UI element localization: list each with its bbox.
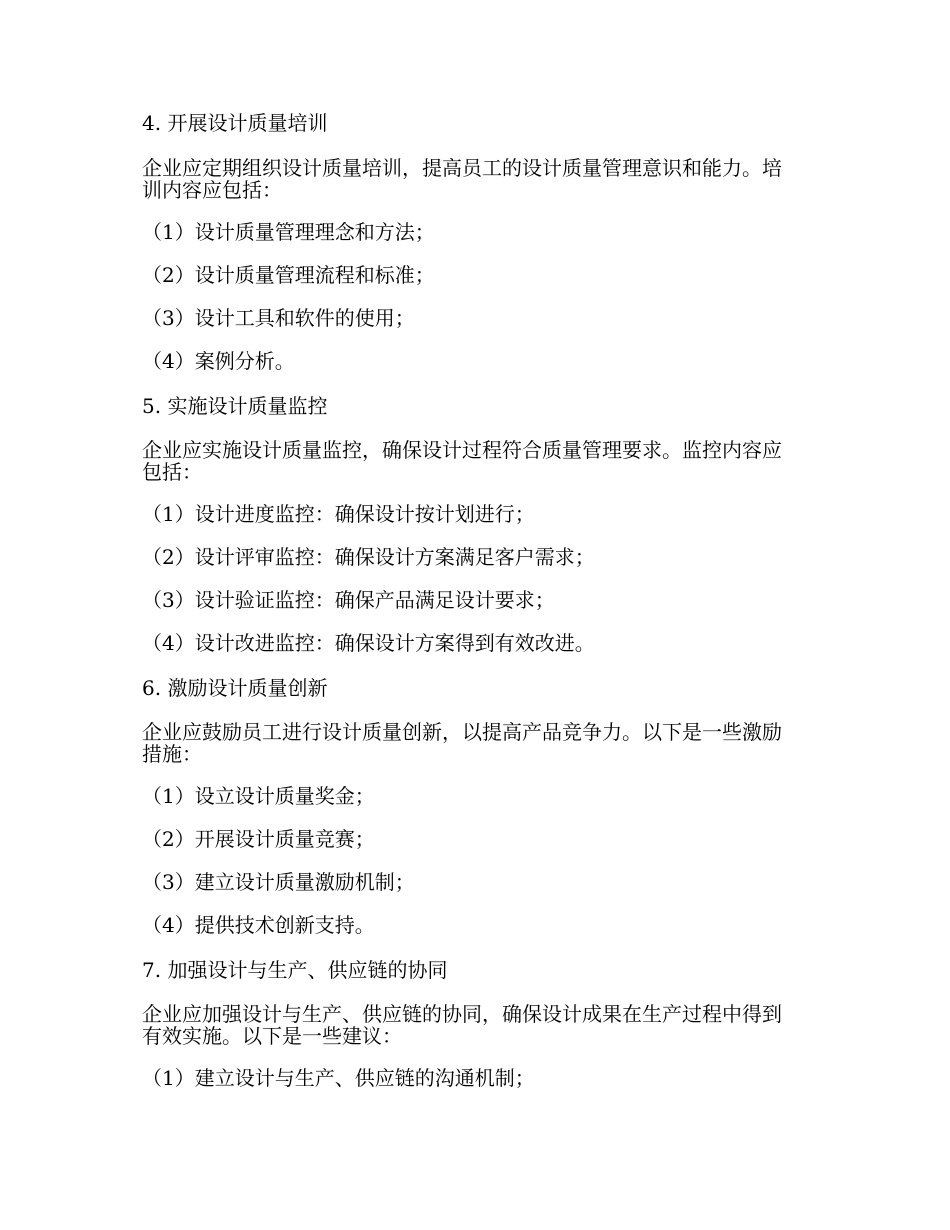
section-heading-6: 6. 激励设计质量创新 [142, 676, 328, 700]
section-heading-4: 4. 开展设计质量培训 [142, 111, 328, 135]
list-item: （4）提供技术创新支持。 [142, 913, 375, 937]
paragraph-collaboration: 企业应加强设计与生产、供应链的协同，确保设计成果在生产过程中得到有效实施。以下是一些建议： [142, 1002, 782, 1048]
paragraph-training: 企业应定期组织设计质量培训，提高员工的设计质量管理意识和能力。培训内容应包括： [142, 156, 782, 202]
paragraph-innovation: 企业应鼓励员工进行设计质量创新，以提高产品竞争力。以下是一些激励措施： [142, 720, 782, 766]
list-item: （3）建立设计质量激励机制； [142, 870, 415, 894]
section-heading-5: 5. 实施设计质量监控 [142, 394, 328, 418]
list-item: （3）设计工具和软件的使用； [142, 306, 415, 330]
list-item: （1）设计质量管理理念和方法； [142, 220, 435, 244]
list-item: （2）设计评审监控：确保设计方案满足客户需求； [142, 545, 595, 569]
section-heading-7: 7. 加强设计与生产、供应链的协同 [142, 958, 448, 982]
list-item: （3）设计验证监控：确保产品满足设计要求； [142, 588, 555, 612]
list-item: （2）开展设计质量竞赛； [142, 827, 375, 851]
list-item: （1）设立设计质量奖金； [142, 784, 375, 808]
paragraph-monitoring: 企业应实施设计质量监控，确保设计过程符合质量管理要求。监控内容应包括： [142, 438, 782, 484]
list-item: （1）建立设计与生产、供应链的沟通机制； [142, 1066, 535, 1090]
list-item: （2）设计质量管理流程和标准； [142, 263, 435, 287]
list-item: （1）设计进度监控：确保设计按计划进行； [142, 502, 535, 526]
list-item: （4）设计改进监控：确保设计方案得到有效改进。 [142, 631, 595, 655]
list-item: （4）案例分析。 [142, 349, 295, 373]
